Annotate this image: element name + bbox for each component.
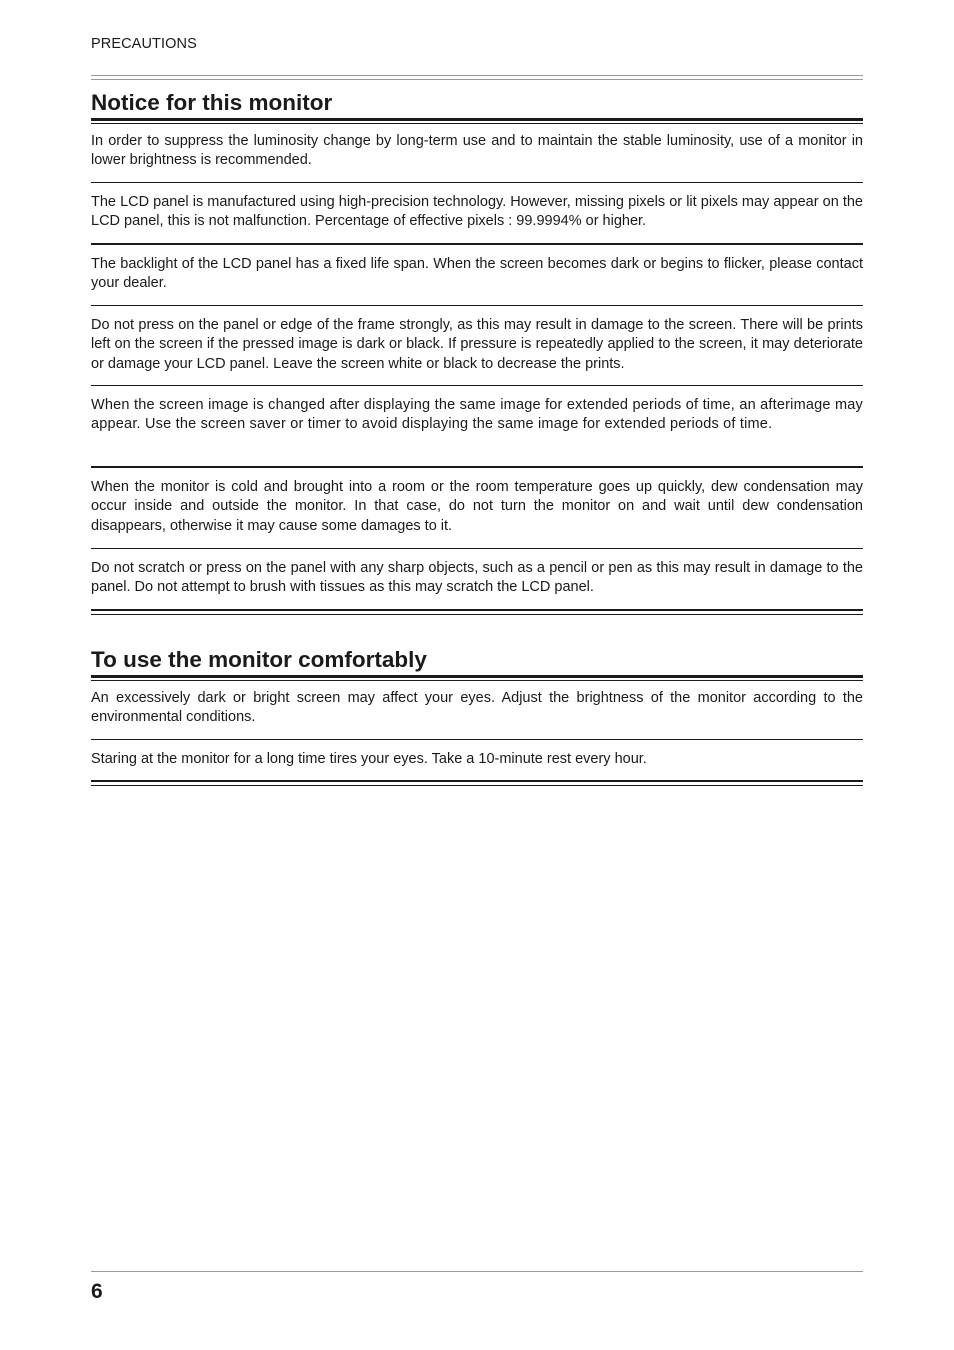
- notice-item-pressure: Do not press on the panel or edge of the frame strongly, as this may result in damage to the screen. There will be prints left on the screen if the pressed image is dark or black. If pressure is repeatedly applied to the screen, it may deteriorate or damage your LCD panel. Leave the screen white or black to decrease the prints.: [91, 317, 863, 372]
- notice-divider: [91, 466, 863, 468]
- notice-item-scratch: Do not scratch or press on the panel with any sharp objects, such as a pencil or pen as this may result in damage to the panel. Do not attempt to brush with tissues as this may scratch the LCD panel.: [91, 560, 863, 596]
- comfort-divider: [91, 739, 863, 740]
- notice-section-end-rule: [91, 609, 863, 615]
- comfort-item-brightness: An excessively dark or bright screen may affect your eyes. Adjust the brightness of the monitor according to the environmental conditions.: [91, 690, 863, 726]
- page-number: 6: [91, 1280, 103, 1303]
- running-header: PRECAUTIONS: [91, 36, 197, 52]
- header-rule: [91, 75, 863, 80]
- notice-section-title: Notice for this monitor: [91, 91, 863, 121]
- comfort-section-title: To use the monitor comfortably: [91, 648, 863, 678]
- notice-item-afterimage: When the screen image is changed after displaying the same image for extended periods of time, an afterimage may appear. Use the screen saver or timer to avoid displaying the same image for extended periods of time.: [91, 397, 863, 433]
- notice-divider: [91, 548, 863, 549]
- notice-divider: [91, 243, 863, 245]
- notice-section: [91, 91, 863, 615]
- notice-item-backlight: The backlight of the LCD panel has a fixed life span. When the screen becomes dark or begins to flicker, please contact your dealer.: [91, 256, 863, 292]
- notice-divider: [91, 305, 863, 306]
- notice-divider: [91, 182, 863, 183]
- footer-rule: [91, 1271, 863, 1272]
- notice-item-pixels: The LCD panel is manufactured using high-precision technology. However, missing pixels or lit pixels may appear on the LCD panel, this is not malfunction. Percentage of effective pixels : 99.9994% or higher.: [91, 194, 863, 230]
- notice-divider: [91, 385, 863, 386]
- comfort-section: [91, 648, 863, 786]
- notice-item-luminosity: In order to suppress the luminosity change by long-term use and to maintain the stable luminosity, use of a monitor in lower brightness is recommended.: [91, 133, 863, 169]
- comfort-item-rest: Staring at the monitor for a long time tires your eyes. Take a 10-minute rest every hour.: [91, 751, 647, 767]
- comfort-section-end-rule: [91, 780, 863, 786]
- notice-item-condensation: When the monitor is cold and brought into a room or the room temperature goes up quickly, dew condensation may occur inside and outside the monitor. In that case, do not turn the monitor on and wait until dew condensation disappears, otherwise it may cause some damages to it.: [91, 479, 863, 534]
